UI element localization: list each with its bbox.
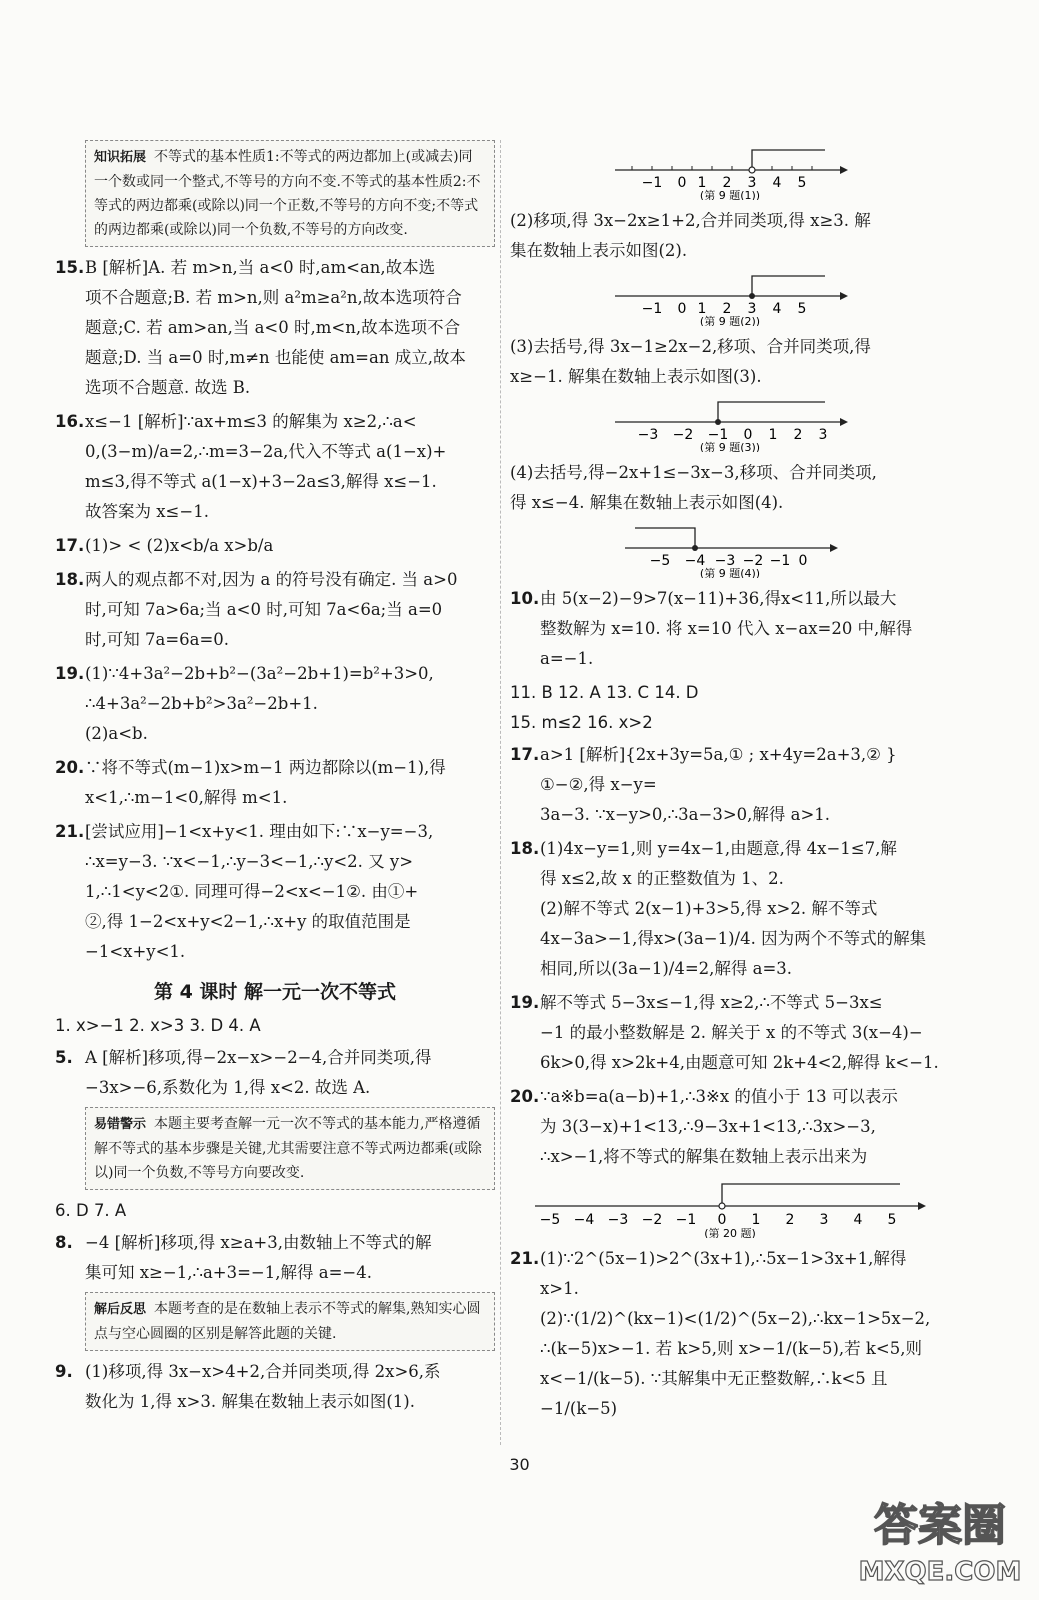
tick-label: −2 bbox=[672, 427, 694, 443]
answer-line: 整数解为 x=10. 将 x=10 代入 x−ax=20 中,解得 bbox=[540, 619, 913, 638]
number-line-fig-9-2 bbox=[610, 268, 850, 326]
number-line-fig-20 bbox=[530, 1176, 930, 1238]
question-number: 20. bbox=[55, 758, 85, 777]
figure-caption: (第 9 题(2)) bbox=[699, 315, 761, 326]
answer-line: (1)∵2^(5x−1)>2^(3x+1),∴5x−1>3x+1,解得 x>1. bbox=[540, 1249, 907, 1298]
answer-21 bbox=[55, 817, 495, 967]
answer-line: B [解析]A. 若 m>n,当 a<0 时,am<an,故本选 bbox=[85, 258, 436, 277]
tip-text: 不等式的基本性质1:不等式的两边都加上(或减去)同一个数或同一个整式,不等号的方向不变.不等式的基本性质2:不等式的两边都乘(或除以)同一个正数,不等号的方向不变;不等式的两边都乘(或除以)同一个负数,不等号的方向改变. bbox=[94, 149, 481, 238]
answer-line: 3a−3. ∵x−y>0,∴3a−3>0,解得 a>1. bbox=[540, 805, 831, 824]
tick-label: 1 bbox=[697, 301, 707, 317]
answer-line: (1)4x−y=1,则 y=4x−1,由题意,得 4x−1≤7,解 bbox=[540, 839, 897, 858]
tick-label: 5 bbox=[887, 1212, 897, 1228]
question-number: 17. bbox=[55, 536, 85, 555]
answer-line: 4x−3a>−1,得x>(3a−1)/4. 因为两个不等式的解集 bbox=[540, 929, 927, 948]
answer-line: 由 5(x−2)−9>7(x−11)+36,得x<11,所以最大 bbox=[540, 589, 897, 608]
answer-line: (1)移项,得 3x−x>4+2,合并同类项,得 2x>6,系 bbox=[85, 1362, 441, 1381]
tick-label: 3 bbox=[747, 175, 757, 191]
tick-label: 5 bbox=[797, 301, 807, 317]
answer-19 bbox=[55, 659, 495, 749]
answer-line: 解不等式 5−3x≤−1,得 x≥2,∴不等式 5−3x≤ bbox=[540, 993, 883, 1012]
watermark-logo bbox=[850, 1480, 1030, 1590]
tick-label: 1 bbox=[751, 1212, 761, 1228]
answer-line: (2)移项,得 3x−2x≥1+2,合并同类项,得 x≥3. 解 bbox=[510, 211, 871, 230]
question-number: 9. bbox=[55, 1362, 73, 1381]
answer-line: 得 x≤−4. 解集在数轴上表示如图(4). bbox=[510, 493, 784, 512]
tick-label: 2 bbox=[722, 301, 732, 317]
answer-line: 两人的观点都不对,因为 a 的符号没有确定. 当 a>0 bbox=[85, 570, 458, 589]
answer-line: −4 [解析]移项,得 x≥a+3,由数轴上不等式的解 bbox=[85, 1233, 432, 1252]
answer-line: a>1 [解析]{2x+3y=5a,① ; x+4y=2a+3,② } ①−②,得 x−y= bbox=[540, 745, 897, 794]
section-title: 第 4 课时 解一元一次不等式 bbox=[153, 981, 397, 1003]
number-line-fig-9-1 bbox=[610, 142, 850, 200]
answer-18 bbox=[55, 565, 495, 655]
answer-line: ∴x>−1,将不等式的解集在数轴上表示出来为 bbox=[540, 1147, 868, 1166]
answer-line: −1 的最小整数解是 2. 解关于 x 的不等式 3(x−4)− bbox=[540, 1023, 923, 1042]
tick-label: 4 bbox=[772, 175, 782, 191]
tick-label: −1 bbox=[641, 301, 663, 317]
answer-line: x≤−1 [解析]∵ax+m≤3 的解集为 x≥2,∴a< bbox=[85, 412, 417, 431]
answer-line: 时,可知 7a>6a;当 a<0 时,可知 7a<6a;当 a=0 bbox=[85, 600, 443, 619]
tick-label: 0 bbox=[677, 175, 687, 191]
tick-label: −1 bbox=[769, 553, 791, 569]
watermark-bottom: MXQE.COM bbox=[858, 1557, 1022, 1587]
tick-label: 3 bbox=[819, 1212, 829, 1228]
question-number: 5. bbox=[55, 1048, 73, 1067]
answer-line: ∴x=y−3. ∵x<−1,∴y−3<−1,∴y<2. 又 y> bbox=[85, 852, 414, 871]
answer-line: 选项不合题意. 故选 B. bbox=[85, 378, 251, 397]
tick-label: 4 bbox=[853, 1212, 863, 1228]
tick-label: −1 bbox=[707, 427, 729, 443]
tick-label: −4 bbox=[573, 1212, 595, 1228]
tick-label: −1 bbox=[641, 175, 663, 191]
answer-line: 为 3(3−x)+1<13,∴9−3x+1<13,∴3x>−3, bbox=[540, 1117, 876, 1136]
figure-caption: (第 9 题(1)) bbox=[699, 189, 761, 200]
answer-line: 相同,所以(3a−1)/4=2,解得 a=3. bbox=[540, 959, 793, 978]
tick-label: −5 bbox=[649, 553, 671, 569]
answer-line: x≥−1. 解集在数轴上表示如图(3). bbox=[510, 367, 762, 386]
answer-line: (4)去括号,得−2x+1≤−3x−3,移项、合并同类项, bbox=[510, 463, 877, 482]
answer-line: 得 x≤2,故 x 的正整数值为 1、2. bbox=[540, 869, 784, 888]
quick-answers-15-16: 15. m≤2 16. x>2 bbox=[510, 713, 653, 732]
tip-common-mistake bbox=[85, 1107, 495, 1190]
answer-line: 题意;C. 若 am>an,当 a<0 时,m<n,故本选项不合 bbox=[85, 318, 461, 337]
answer-line: −3x>−6,系数化为 1,得 x<2. 故选 A. bbox=[85, 1078, 371, 1097]
tick-label: 1 bbox=[768, 427, 778, 443]
figure-caption: (第 9 题(3)) bbox=[699, 441, 761, 452]
answer-9 bbox=[55, 1357, 495, 1417]
answer-line: x<1,∴m−1<0,解得 m<1. bbox=[85, 788, 288, 807]
tick-label: −3 bbox=[607, 1212, 629, 1228]
answer-line: 集在数轴上表示如图(2). bbox=[510, 241, 688, 260]
tip-knowledge-extension bbox=[85, 140, 495, 247]
tip-text: 本题考查的是在数轴上表示不等式的解集,熟知实心圆点与空心圆圈的区别是解答此题的关键. bbox=[94, 1301, 481, 1342]
left-column bbox=[55, 140, 495, 1421]
tick-label: 5 bbox=[797, 175, 807, 191]
question-number: 20. bbox=[510, 1087, 540, 1106]
answer-line: [尝试应用]−1<x+y<1. 理由如下:∵x−y=−3, bbox=[85, 822, 434, 841]
tick-label: 3 bbox=[818, 427, 828, 443]
question-number: 15. bbox=[55, 258, 85, 277]
answer-line: x<−1/(k−5). ∵其解集中无正整数解,∴k<5 且−1/(k−5) bbox=[540, 1369, 888, 1418]
answer-10 bbox=[510, 584, 950, 674]
tick-label: −4 bbox=[684, 553, 706, 569]
figure-caption: (第 20 题) bbox=[704, 1227, 756, 1238]
question-number: 10. bbox=[510, 589, 540, 608]
answer-line: m≤3,得不等式 a(1−x)+3−2a≤3,解得 x≤−1. bbox=[85, 472, 437, 491]
watermark-top: 答案圈 bbox=[874, 1500, 1006, 1551]
tick-label: 1 bbox=[697, 175, 707, 191]
answer-line: 数化为 1,得 x>3. 解集在数轴上表示如图(1). bbox=[85, 1392, 415, 1411]
question-number: 18. bbox=[510, 839, 540, 858]
question-number: 17. bbox=[510, 745, 540, 764]
answer-line: 题意;D. 当 a=0 时,m≠n 也能使 am=an 成立,故本 bbox=[85, 348, 466, 367]
tick-label: 0 bbox=[743, 427, 753, 443]
tick-label: 0 bbox=[798, 553, 808, 569]
answer-line: a=−1. bbox=[540, 649, 594, 668]
answer-line: (2)∵(1/2)^(kx−1)<(1/2)^(5x−2),∴kx−1>5x−2, bbox=[540, 1309, 931, 1328]
tick-label: 3 bbox=[747, 301, 757, 317]
answer-line: 6k>0,得 x>2k+4,由题意可知 2k+4<2,解得 k<−1. bbox=[540, 1053, 939, 1072]
tick-label: −3 bbox=[714, 553, 736, 569]
answer-5 bbox=[55, 1043, 495, 1103]
answer-line: (1)> < (2)x<b/a x>b/a bbox=[85, 536, 274, 555]
tick-label: 2 bbox=[793, 427, 803, 443]
question-number: 19. bbox=[510, 993, 540, 1012]
figure-caption: (第 9 题(4)) bbox=[699, 567, 761, 578]
question-number: 16. bbox=[55, 412, 85, 431]
tick-label: −1 bbox=[675, 1212, 697, 1228]
tip-label: 解后反思 bbox=[94, 1302, 147, 1317]
answer-line: (3)去括号,得 3x−1≥2x−2,移项、合并同类项,得 bbox=[510, 337, 871, 356]
question-number: 21. bbox=[55, 822, 85, 841]
tick-label: 0 bbox=[717, 1212, 727, 1228]
tick-label: −2 bbox=[742, 553, 764, 569]
tick-label: −2 bbox=[641, 1212, 663, 1228]
quick-answers-6-7: 6. D 7. A bbox=[55, 1201, 127, 1220]
answer-line: ∴4+3a²−2b+b²>3a²−2b+1. bbox=[85, 694, 318, 713]
tip-text: 本题主要考查解一元一次不等式的基本能力,严格遵循解不等式的基本步骤是关键,尤其需要注意不等式两边都乘(或除以)同一个负数,不等号方向要改变. bbox=[94, 1116, 482, 1181]
quick-answers-1-4: 1. x>−1 2. x>3 3. D 4. A bbox=[55, 1016, 261, 1035]
answer-18 bbox=[510, 834, 950, 984]
answer-8 bbox=[55, 1228, 495, 1288]
answer-line: A [解析]移项,得−2x−x>−2−4,合并同类项,得 bbox=[85, 1048, 432, 1067]
question-number: 21. bbox=[510, 1249, 540, 1268]
tick-label: 2 bbox=[785, 1212, 795, 1228]
answer-16 bbox=[55, 407, 495, 527]
answer-line: ∵将不等式(m−1)x>m−1 两边都除以(m−1),得 bbox=[85, 758, 446, 777]
quick-answers-11-14: 11. B 12. A 13. C 14. D bbox=[510, 683, 699, 702]
answer-line: ∵a※b=a(a−b)+1,∴3※x 的值小于 13 可以表示 bbox=[540, 1087, 898, 1106]
tip-reflection bbox=[85, 1292, 495, 1351]
right-column bbox=[510, 140, 950, 1428]
answer-line: (1)∵4+3a²−2b+b²−(3a²−2b+1)=b²+3>0, bbox=[85, 664, 434, 683]
answer-line: (2)解不等式 2(x−1)+3>5,得 x>2. 解不等式 bbox=[540, 899, 878, 918]
number-line-fig-9-3 bbox=[610, 394, 850, 452]
page-number: 30 bbox=[509, 1455, 530, 1474]
answer-21 bbox=[510, 1244, 950, 1424]
tick-label: −3 bbox=[637, 427, 659, 443]
answer-line: (2)a<b. bbox=[85, 724, 148, 743]
column-divider bbox=[500, 140, 501, 1445]
answer-line: 项不合题意;B. 若 m>n,则 a²m≥a²n,故本选项符合 bbox=[85, 288, 462, 307]
answer-line: −1<x+y<1. bbox=[85, 942, 186, 961]
answer-line: 故答案为 x≤−1. bbox=[85, 502, 209, 521]
answer-line: 集可知 x≥−1,∴a+3=−1,解得 a=−4. bbox=[85, 1263, 372, 1282]
answer-line: 0,(3−m)/a=2,∴m=3−2a,代入不等式 a(1−x)+ bbox=[85, 442, 447, 461]
tip-label: 知识拓展 bbox=[94, 150, 147, 165]
answer-line: ②,得 1−2<x+y<2−1,∴x+y 的取值范围是 bbox=[85, 912, 411, 931]
question-number: 8. bbox=[55, 1233, 73, 1252]
answer-20 bbox=[55, 753, 495, 813]
question-number: 18. bbox=[55, 570, 85, 589]
tick-label: 0 bbox=[677, 301, 687, 317]
tick-label: 2 bbox=[722, 175, 732, 191]
answer-line: 时,可知 7a=6a=0. bbox=[85, 630, 230, 649]
tip-label: 易错警示 bbox=[94, 1117, 147, 1132]
tick-label: 4 bbox=[772, 301, 782, 317]
tick-label: −5 bbox=[539, 1212, 561, 1228]
question-number: 19. bbox=[55, 664, 85, 683]
answer-20 bbox=[510, 1082, 950, 1172]
number-line-fig-9-4 bbox=[620, 520, 840, 578]
answer-17 bbox=[510, 740, 950, 830]
answer-line: ∴(k−5)x>−1. 若 k>5,则 x>−1/(k−5),若 k<5,则 bbox=[540, 1339, 922, 1358]
answer-line: 1,∴1<y<2①. 同理可得−2<x<−1②. 由①+ bbox=[85, 882, 419, 901]
answer-17 bbox=[55, 531, 495, 561]
answer-19 bbox=[510, 988, 950, 1078]
answer-15 bbox=[55, 253, 495, 403]
